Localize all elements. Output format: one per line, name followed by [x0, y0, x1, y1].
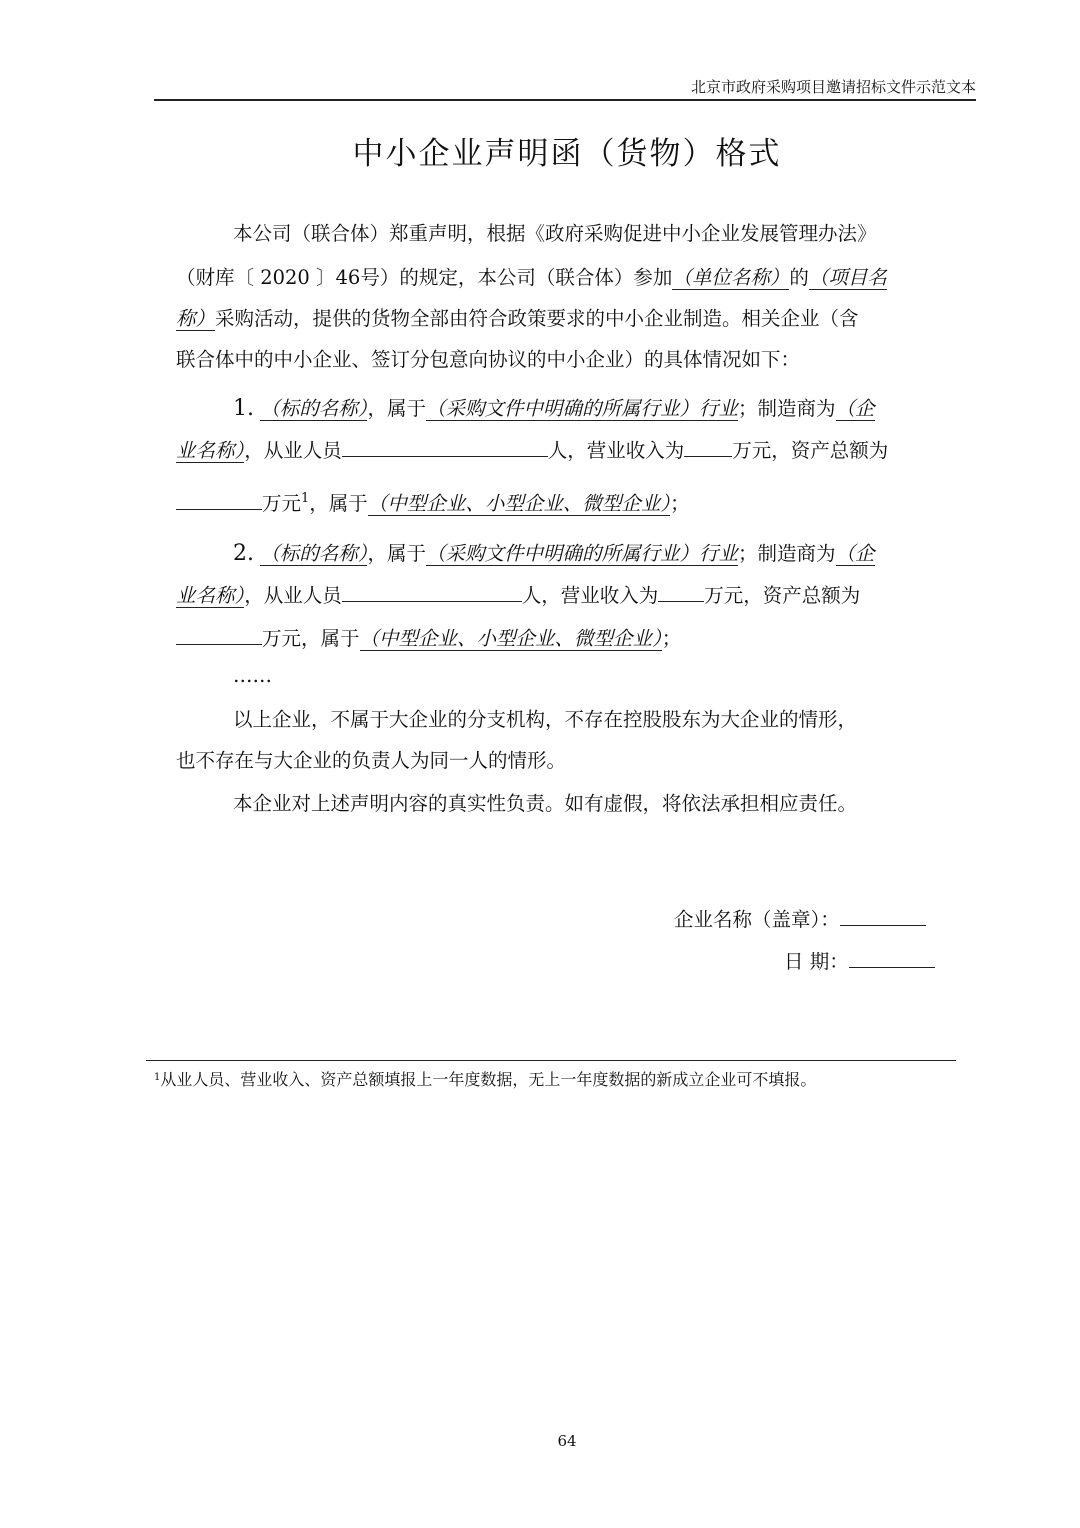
item2-number: 2. [233, 541, 254, 566]
intro-line-1 [233, 218, 877, 246]
item1-maker-label: ；制造商为 [738, 397, 836, 420]
item1-size-placeholder: （中型企业、小型企业、微型企业） [367, 492, 671, 515]
item2-assets-label: 万元，资产总额为 [704, 584, 861, 607]
intro-text-4: 联合体中的中小企业、签订分包意向协议的中小企业）的具体情况如下： [176, 348, 801, 371]
footnote-text: 从业人员、营业收入、资产总额填报上一年度数据，无上一年度数据的新成立企业可不填报。 [160, 1070, 817, 1089]
item1-revenue-blank[interactable] [684, 438, 732, 457]
running-header: 北京市政府采购项目邀请招标文件示范文本 [690, 78, 976, 96]
intro-line-3 [176, 303, 859, 331]
item1-revenue-label: 人，营业收入为 [547, 439, 685, 462]
item2-staff-label: ，从业人员 [244, 584, 342, 607]
item2-subject-placeholder: （标的名称） [260, 542, 368, 565]
item2-revenue-label: 人，营业收入为 [521, 584, 659, 607]
statement-1-line-1: 以上企业，不属于大企业的分支机构，不存在控股股东为大企业的情形， [233, 708, 858, 731]
date-blank[interactable] [849, 949, 935, 968]
item1-industry-placeholder: （采购文件中明确的所属行业）行业 [425, 397, 738, 420]
item2-line-2 [176, 580, 860, 608]
item2-wan-label: 万元，属于 [262, 627, 360, 650]
item2-belongs-label: ，属于 [367, 542, 426, 565]
intro-text-3: 采购活动，提供的货物全部由符合政策要求的中小企业制造。相关企业（含 [215, 307, 859, 330]
item1-wan-label: 万元 [262, 492, 302, 515]
item1-assets-blank[interactable] [176, 491, 262, 510]
item1-company-placeholder-a: （企 [835, 397, 875, 420]
item2-staff-blank[interactable] [342, 583, 522, 602]
item2-company-placeholder-b: 业名称） [176, 584, 245, 607]
ellipsis: …… [233, 664, 272, 687]
item2-line-3 [176, 623, 681, 651]
item1-staff-blank[interactable] [342, 438, 548, 457]
item2-end: ； [661, 627, 682, 650]
company-seal-label: 企业名称（盖章）： [674, 908, 840, 931]
footnote [154, 1067, 816, 1090]
company-seal-blank[interactable] [840, 907, 926, 926]
signature-date [784, 946, 935, 974]
item1-end: ； [670, 492, 690, 515]
item1-staff-label: ，从业人员 [244, 439, 342, 462]
footnote-rule [146, 1060, 956, 1061]
intro-line-4 [176, 344, 800, 372]
item1-number: 1. [233, 396, 254, 421]
intro-text-2b: 的 [789, 266, 809, 289]
item2-size-placeholder: （中型企业、小型企业、微型企业） [359, 627, 662, 650]
intro-text-2a: （财库〔 2020 〕46号）的规定，本公司（联合体）参加 [176, 266, 673, 289]
page-number: 64 [557, 1432, 577, 1450]
intro-text-1: 本公司（联合体）郑重声明，根据《政府采购促进中小企业发展管理办法》 [233, 222, 877, 245]
item1-company-placeholder-b: 业名称） [176, 439, 245, 462]
item1-belongs-label: ，属于 [367, 397, 426, 420]
footnote-mark: 1 [154, 1072, 161, 1083]
item2-company-placeholder-a: （企 [835, 542, 875, 565]
date-label: 日 期： [784, 950, 849, 973]
item2-industry-placeholder: （采购文件中明确的所属行业）行业 [425, 542, 738, 565]
item2-line-1 [233, 538, 875, 566]
item1-assets-label: 万元，资产总额为 [732, 439, 889, 462]
item2-assets-blank[interactable] [176, 626, 262, 645]
statement-2: 本企业对上述声明内容的真实性负责。如有虚假，将依法承担相应责任。 [233, 792, 858, 815]
item1-subject-placeholder: （标的名称） [260, 397, 368, 420]
item1-line-2 [176, 435, 888, 463]
intro-line-2 [176, 262, 887, 290]
signature-company [674, 904, 926, 932]
item1-line-1 [233, 393, 875, 421]
header-rule [154, 99, 976, 101]
project-name-placeholder-a: （项目名 [808, 266, 887, 289]
item2-revenue-blank[interactable] [658, 583, 704, 602]
item1-belongs2-label: ，属于 [309, 492, 368, 515]
item1-line-3 [176, 488, 690, 516]
item2-maker-label: ；制造商为 [738, 542, 836, 565]
statement-1-line-2: 也不存在与大企业的负责人为同一人的情形。 [176, 749, 567, 772]
footnote-reference: 1 [301, 491, 310, 506]
page-title: 中小企业声明函（货物）格式 [352, 136, 782, 172]
project-name-placeholder-b: 称） [176, 307, 216, 330]
unit-name-placeholder: （单位名称） [672, 266, 790, 289]
